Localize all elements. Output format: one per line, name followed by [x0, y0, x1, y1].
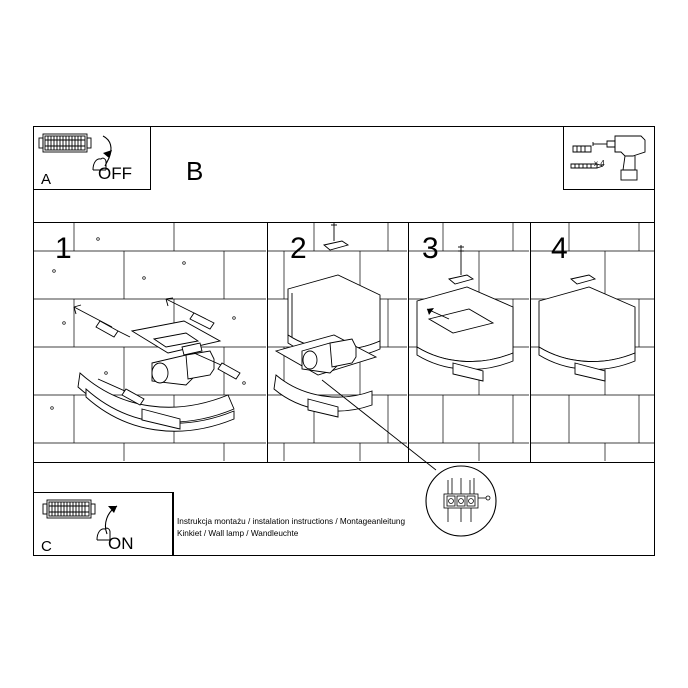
step-4-illustration [531, 223, 655, 461]
label-c: C [41, 538, 52, 555]
label-a: A [41, 171, 52, 188]
label-b: B [186, 156, 204, 186]
switch-on-illustration [33, 492, 173, 556]
footer-captions [177, 516, 477, 540]
callout-leader-line [320, 378, 450, 478]
switch-off-illustration [33, 126, 151, 190]
divider-footer [173, 492, 174, 556]
footer-line-2: Kinkiet / Wall lamp / Wandleuchte [177, 528, 299, 538]
step-number-4: 4 [551, 232, 568, 265]
tools-illustration [563, 126, 655, 190]
label-off: OFF [98, 164, 132, 183]
step-1-illustration [34, 223, 266, 461]
label-on: ON [108, 534, 134, 553]
step-number-2: 2 [290, 232, 307, 265]
label-x4: x 4 [594, 159, 605, 168]
step-number-3: 3 [422, 232, 439, 265]
footer-line-1: Instrukcja montażu / instalation instructions / Montageanleitung [177, 517, 406, 526]
step-number-1: 1 [55, 232, 72, 265]
